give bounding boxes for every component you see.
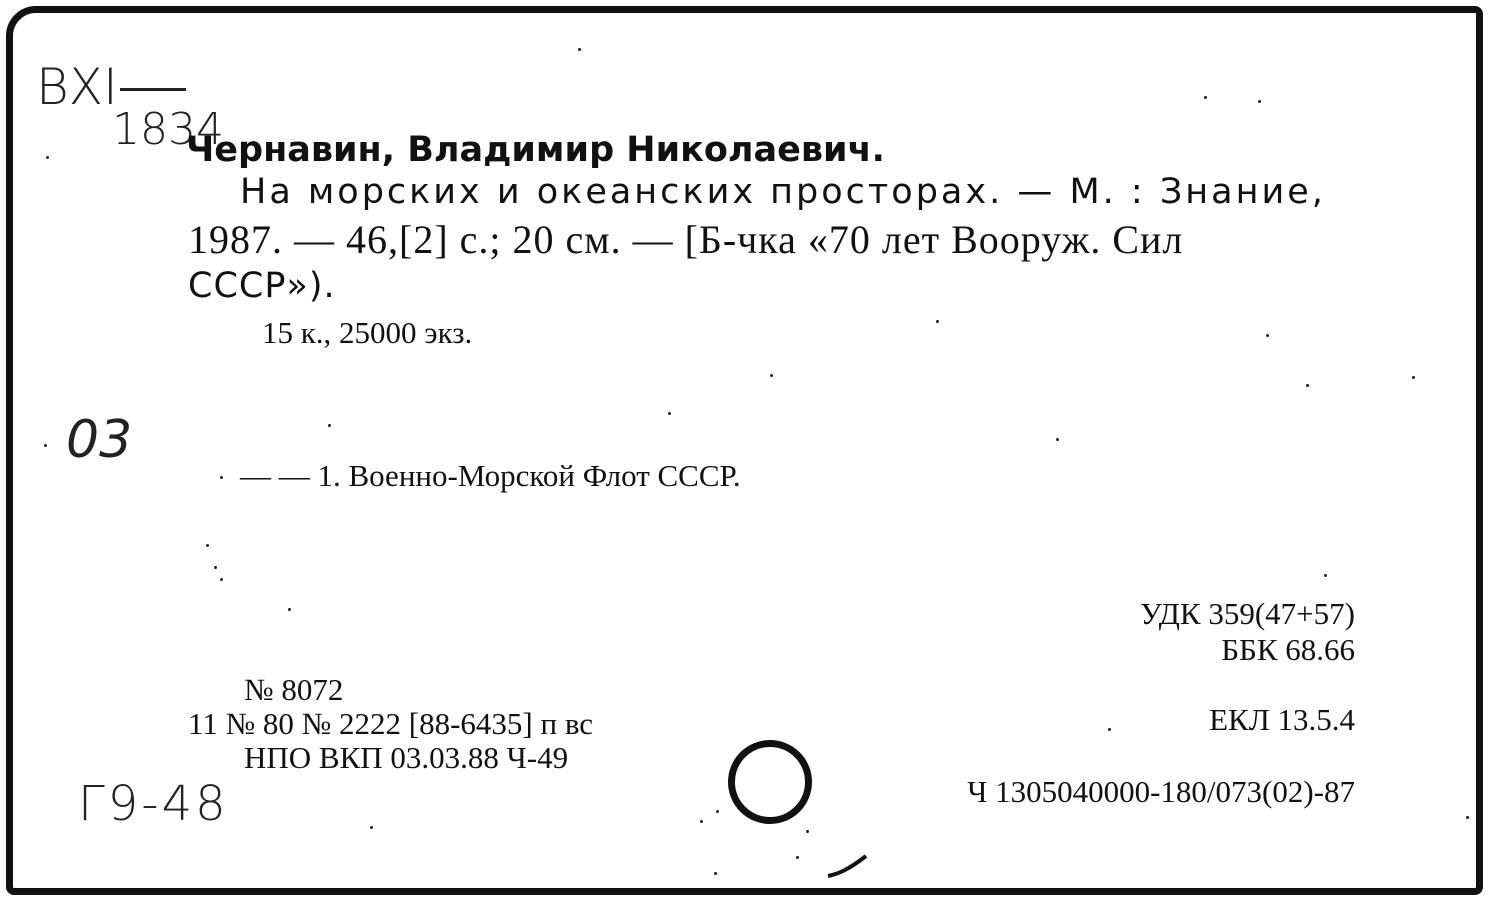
handwritten-overline: [120, 88, 186, 91]
speck: [1324, 574, 1327, 577]
speck: [370, 826, 373, 829]
handwritten-number: 1834: [112, 104, 224, 155]
speck: [206, 544, 209, 547]
handwritten-bottom: Г9-48: [78, 776, 229, 832]
speck: [578, 48, 581, 51]
speck: [1466, 816, 1469, 819]
speck: [214, 566, 217, 569]
speck: [1056, 438, 1059, 441]
speck: [936, 320, 939, 323]
speck: [1306, 384, 1309, 387]
print-npo: НПО ВКП 03.03.88 Ч-49: [244, 740, 569, 775]
speck: [1266, 334, 1269, 337]
title-line-1: На морских и океанских просторах. — М. : Знание,: [240, 172, 1326, 212]
speck: [714, 872, 717, 875]
speck: [46, 156, 49, 159]
ekl-code: ЕКЛ 13.5.4: [1209, 702, 1355, 737]
speck: [668, 412, 671, 415]
speck: [796, 856, 799, 859]
punch-hole: [728, 740, 812, 824]
speck: [220, 476, 223, 479]
title-line-3: СССР»).: [188, 266, 336, 306]
subject-heading: — — 1. Военно-Морской Флот СССР.: [240, 458, 741, 493]
speck: [770, 374, 773, 377]
handwritten-code: ВХI: [36, 58, 118, 116]
author-heading: Чернавин, Владимир Николаевич.: [186, 130, 885, 170]
print-order: 11 № 80 № 2222 [88-6435] п вс: [188, 706, 594, 741]
speck: [1108, 728, 1111, 731]
print-number: № 8072: [244, 672, 344, 707]
handwritten-mark: 03: [66, 410, 133, 470]
udk-code: УДК 359(47+57): [1139, 596, 1355, 631]
speck: [328, 424, 331, 427]
title-line-2: 1987. — 46,[2] с.; 20 см. — [Б-чка «70 лет Вооруж. Сил: [188, 217, 1184, 262]
speck: [1204, 96, 1207, 99]
speck: [44, 444, 47, 447]
index-code: Ч 1305040000-180/073(02)-87: [967, 774, 1355, 809]
speck: [1412, 376, 1415, 379]
speck: [716, 810, 719, 813]
bbk-code: ББК 68.66: [1221, 632, 1355, 667]
price-circulation: 15 к., 25000 экз.: [262, 315, 473, 350]
speck: [1258, 100, 1261, 103]
pen-stroke-mark: [826, 852, 870, 882]
speck: [700, 820, 703, 823]
speck: [806, 830, 809, 833]
speck: [288, 608, 291, 611]
speck: [220, 578, 223, 581]
